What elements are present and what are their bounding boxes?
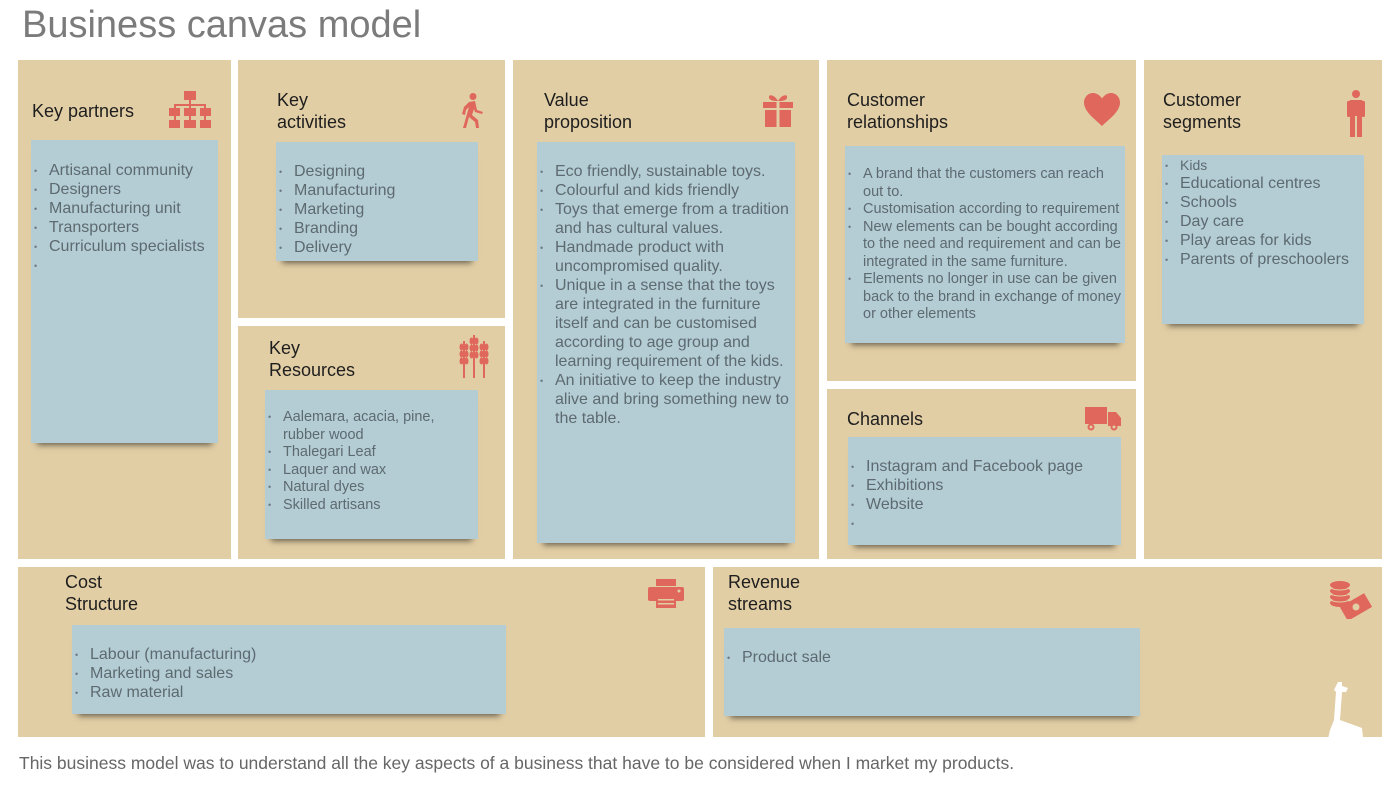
walking-person-icon (459, 93, 485, 129)
list-item: • Raw material (72, 683, 506, 702)
channels-note (848, 437, 1121, 545)
revenue-streams-title: Revenue streams (728, 572, 801, 614)
list-item: • Thalegari Leaf (265, 444, 458, 462)
list-item: • Branding (276, 219, 478, 238)
heart-icon (1084, 93, 1120, 126)
list-item: • Unique in a sense that the toys are integrated in the furniture itself and can be customised according to age group and learning requirement of the kids. (537, 276, 791, 371)
customer-segments-note (1162, 155, 1364, 324)
list-item: • Product sale (724, 648, 1140, 667)
caption: This business model was to understand all the key aspects of a business that have to be considered when I market my products. (19, 753, 1015, 773)
list-item: • Handmade product with uncompromised quality. (537, 238, 791, 276)
customer-relationships-note (845, 146, 1125, 343)
list-item-text: Kids (1180, 157, 1208, 173)
printer-icon (648, 579, 684, 608)
person-icon (1347, 90, 1365, 137)
customer-segments-title: Customer segments (1163, 90, 1242, 132)
cost-structure-title: Cost Structure (65, 572, 139, 614)
list-item: • Parents of preschoolers (1162, 250, 1364, 269)
list-item: • Eco friendly, sustainable toys. (537, 162, 791, 181)
list-item: • Laquer and wax (265, 462, 458, 480)
list-item: • Schools (1162, 193, 1364, 212)
list-item: • Colourful and kids friendly (537, 181, 791, 200)
list-item: • Educational centres (1162, 174, 1364, 193)
list-item: • Day care (1162, 212, 1364, 231)
channels-title: Channels (847, 409, 924, 429)
truck-icon (1085, 407, 1121, 431)
cost-structure-note (72, 625, 506, 714)
value-proposition-title: Value proposition (544, 90, 633, 132)
list-item: • Artisanal community (31, 161, 218, 180)
list-item: • An initiative to keep the industry alive and bring something new to the table. (537, 371, 791, 428)
list-item: • Aalemara, acacia, pine, rubber wood (265, 409, 458, 444)
key-partners-note (31, 140, 218, 443)
list-item: • A brand that the customers can reach out to. (845, 166, 1123, 201)
list-item: • Delivery (276, 238, 478, 257)
list-item: • Manufacturing (276, 181, 478, 200)
list-item: • Website (848, 495, 1121, 514)
list-item: • Designing (276, 162, 478, 181)
revenue-streams-note (724, 628, 1140, 716)
list-item: • Designers (31, 180, 218, 199)
key-activities-title: Key activities (277, 90, 347, 132)
money-coins-icon (1328, 581, 1372, 619)
key-resources-note (265, 390, 478, 539)
list-item (1162, 157, 1364, 174)
list-item: • Exhibitions (848, 476, 1121, 495)
key-resources-title: Key Resources (269, 338, 356, 380)
list-item: • Transporters (31, 218, 218, 237)
list-item (848, 514, 1121, 533)
list-item: • Labour (manufacturing) (72, 645, 506, 664)
list-item: • Manufacturing unit (31, 199, 218, 218)
list-item: • Play areas for kids (1162, 231, 1364, 250)
org-chart-icon (168, 91, 212, 129)
list-item: • Natural dyes (265, 479, 458, 497)
list-item: • Customisation according to requirement (845, 201, 1123, 219)
list-item: • Marketing (276, 200, 478, 219)
page-title: Business canvas model (22, 4, 422, 46)
list-item: • New elements can be bought according to the need and requirement and can be integrated in the same furniture. (845, 219, 1123, 272)
list-item: • Skilled artisans (265, 497, 458, 515)
list-item: • Curriculum specialists (31, 237, 218, 256)
customer-relationships-title: Customer relationships (847, 90, 949, 132)
list-item: • Toys that emerge from a tradition and has cultural values. (537, 200, 791, 238)
list-item: • Instagram and Facebook page (848, 457, 1121, 476)
list-item (31, 256, 218, 275)
giraffe-logo (1318, 680, 1374, 768)
gift-icon (763, 93, 793, 127)
list-item: • Elements no longer in use can be given back to the brand in exchange of money or other elements (845, 271, 1123, 324)
key-activities-note (276, 142, 478, 261)
list-item: • Marketing and sales (72, 664, 506, 683)
wheat-icon (458, 331, 490, 379)
value-proposition-note (537, 142, 795, 543)
key-partners-title: Key partners (32, 101, 135, 121)
